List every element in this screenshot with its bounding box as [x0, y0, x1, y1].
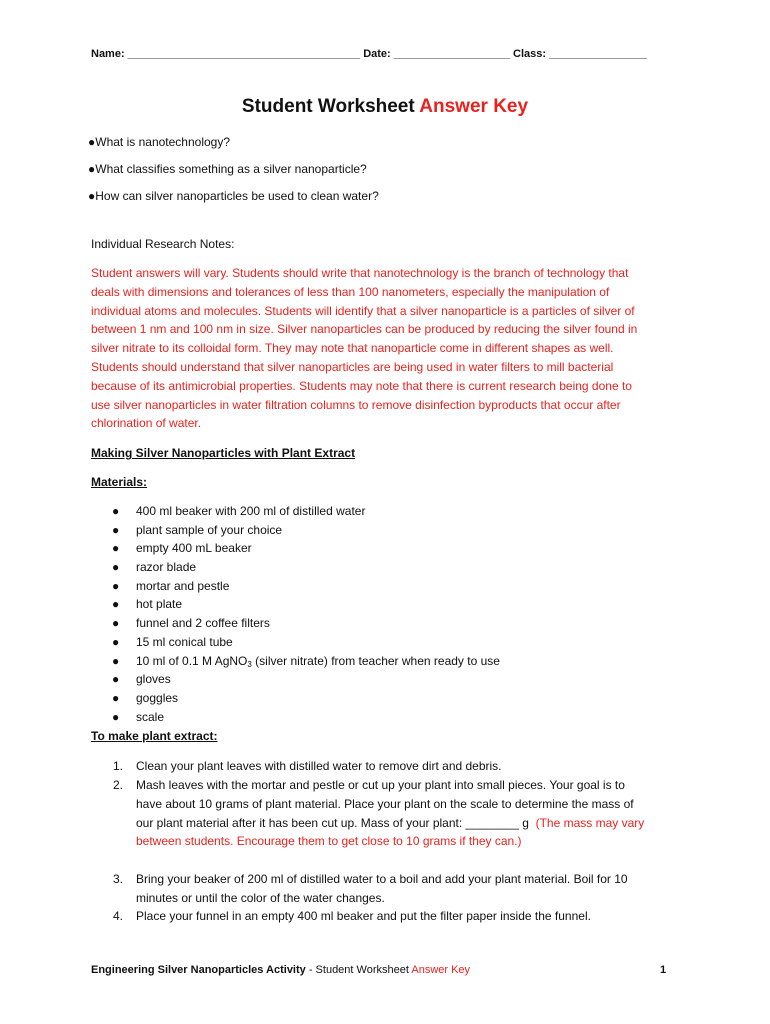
question-2: ●What classifies something as a silver nanoparticle?	[88, 162, 367, 176]
notes-line: because of its antimicrobial properties. Students may note that there is current research being done to	[91, 378, 632, 393]
bullet-icon: ●	[112, 616, 120, 631]
title-accent: Answer Key	[419, 96, 529, 117]
bullet-icon: ●	[112, 690, 120, 705]
bullet-icon: ●	[112, 560, 120, 575]
notes-line: silver nitrate to its colloidal form. They may note that nanoparticle come in different shapes as well.	[91, 341, 614, 356]
question-3: ●How can silver nanoparticles be used to clean water?	[88, 189, 379, 203]
notes-line: chlorination of water.	[91, 416, 202, 431]
footer-activity: Engineering Silver Nanoparticles Activity	[91, 964, 306, 976]
bullet-icon: ●	[112, 541, 120, 556]
research-label: Individual Research Notes:	[91, 237, 235, 251]
procedure-label: To make plant extract:	[91, 729, 218, 743]
notes-line: individual atoms and molecules. Students will identify that a silver nanoparticle is a particles of silver of	[91, 303, 635, 318]
research-notes	[91, 264, 691, 433]
bullet-icon: ●	[112, 578, 120, 593]
answer-note: (The mass may vary	[535, 815, 645, 830]
footer-accent: Answer Key	[411, 964, 471, 976]
bullet-icon: ●	[112, 634, 120, 649]
notes-line: Student answers will vary. Students should write that nanotechnology is the branch of technology that	[91, 266, 629, 280]
notes-line: use silver nanoparticles in water filtration columns to remove disinfection byproducts that occur after	[91, 397, 621, 412]
page-title	[0, 96, 770, 118]
header-fields: Name: ______________________________________ Date: ___________________ Class: ________________	[91, 48, 648, 60]
notes-line: Students should understand that silver nanoparticles are being used in water filters to mill bacterial	[91, 359, 614, 374]
materials-label: Materials:	[91, 475, 148, 489]
bullet-icon: ●	[112, 653, 120, 668]
worksheet-page: Name: ______________________________________ Date: ___________________ Class: ________________ Student Worksheet Answer Key ●What is nanotechnology? ●What classifies something as a silver nanoparticle? ●How can silver nanoparticles be used to clean water? Individual Research Notes: Student answers will vary. Students should write that nanotechnology is the branch of technology that deals with dimensions and tolerances of less than 100 nanometers, especially the manipulation of individual atoms and molecules. Students will identify that a silver nanoparticle is a particles of silver of between 1 nm and 100 nm in size. Silver nanoparticles can be produced by reducing the silver found in silver nitrate to its colloidal form. They may note that nanoparticle come in different shapes as well. Students should understand that silver nanoparticles are being used in water filters to mill bacterial because of its antimicrobial properties. Students may note that there is current research being done to use silver nanoparticles in water filtration columns to remove disinfection byproducts that occur after chlorination of water. Making Silver Nanoparticles with Plant Extract Materials: ● 400 ml beaker with 200 ml of distilled water ● plant sample of your choice ● empty 400 mL beaker ● razor blade ● mortar and pestle ● hot plate ● funnel and 2 coffee filters ● 15 ml conical tube ● 10 ml of 0.1 M AgNO$_3$ (silver nitrate) from teacher when ready to use ● gloves ● goggles ● scale To make plant extract: 1. Clean your plant leaves with distilled water to remove dirt and debris. 2. Mash leaves with the mortar and pestle or cut up your plant into small pieces. Your goal is to have about 10 grams of plant material. Place your plant on the scale to determine the mass of our plant material after it has been cut up. Mass of your plant: ________ g (The mass may vary between students. Encourage them to get close to 10 grams if they can.) 3. Bring your beaker of 200 ml of distilled water to a boil and add your plant material. Boil for 10 minutes or until the color of the water changes. 4. Place your funnel in an empty 400 ml beaker and put the filter paper inside the funnel. Engineering Silver Nanoparticles Activity - Student Worksheet Answer Key 1	[0, 0, 770, 1024]
question-1: ●What is nanotechnology?	[88, 135, 231, 149]
title-main: Student Worksheet	[241, 96, 415, 117]
bullet-icon: ●	[112, 504, 120, 518]
answer-note-continued: between students. Encourage them to get close to 10 grams if they can.)	[136, 834, 522, 849]
bullet-icon: ●	[112, 709, 120, 724]
footer: Engineering Silver Nanoparticles Activity - Student Worksheet Answer Key	[91, 964, 471, 976]
bullet-icon: ●	[112, 522, 120, 537]
notes-line: between 1 nm and 100 nm in size. Silver nanoparticles can be produced by reducing the silver found in	[91, 322, 638, 337]
page-number: 1	[660, 964, 667, 976]
notes-line: deals with dimensions and tolerances of less than 100 nanometers, especially the manipulation of	[91, 284, 610, 299]
bullet-icon: ●	[112, 597, 120, 612]
bullet-icon: ●	[112, 672, 120, 687]
section-title: Making Silver Nanoparticles with Plant Extract	[91, 446, 356, 460]
